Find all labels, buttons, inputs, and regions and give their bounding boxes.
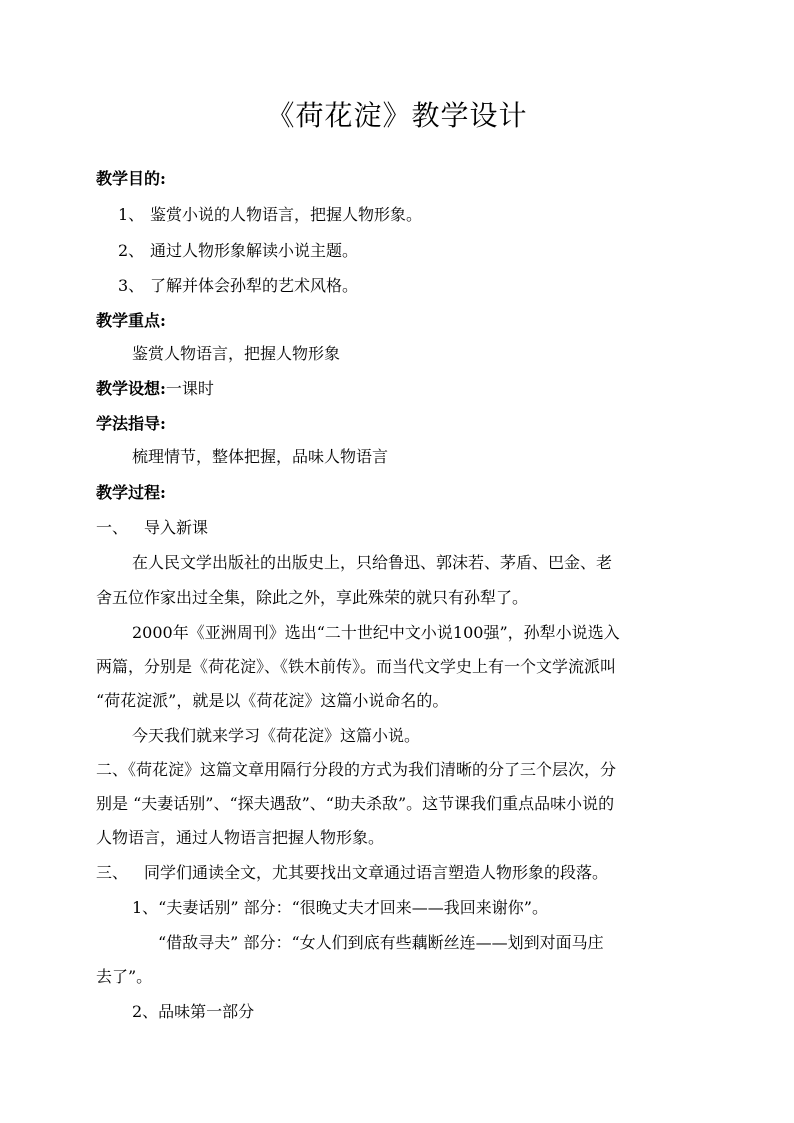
item-1: 1、“夫妻话别” 部分：“很晚丈夫才回来——我回来谢你”。	[132, 898, 548, 917]
section-2-line-1: 二、《荷花淀》这篇文章用隔行分段的方式为我们清晰的分了三个层次，分	[96, 760, 617, 779]
process-heading: 教学过程:	[96, 483, 166, 502]
section-3-number: 三、	[96, 863, 129, 882]
plan-text: 一课时	[165, 379, 214, 398]
paragraph-1-line-1: 在人民文学出版社的出版史上，只给鲁迅、郭沫若、茅盾、巴金、老	[132, 553, 613, 572]
document-title: 《荷花淀》教学设计	[266, 99, 528, 132]
paragraph-2-line-2: 两篇，分别是《荷花淀》、《铁木前传》。而当代文学史上有一个文学流派叫	[96, 657, 617, 676]
item-1b-line-1: “借敌寻夫” 部分：“女人们到底有些藕断丝连——划到对面马庄	[158, 933, 604, 952]
goal-item-3	[118, 274, 358, 298]
plan-heading: 教学设想:	[96, 379, 166, 398]
section-3-heading	[96, 861, 608, 885]
goal-item-2	[118, 239, 358, 263]
section-3-text: 同学们通读全文，尤其要找出文章通过语言塑造人物形象的段落。	[144, 863, 609, 882]
goals-heading: 教学目的:	[96, 169, 166, 188]
item-1b-line-2: 去了”。	[96, 967, 153, 986]
focus-text: 鉴赏人物语言，把握人物形象	[132, 344, 341, 363]
paragraph-1-line-2: 舍五位作家出过全集，除此之外，享此殊荣的就只有孙犁了。	[96, 588, 529, 607]
paragraph-2-line-3: “荷花淀派”，就是以《荷花淀》这篇小说命名的。	[96, 691, 449, 710]
section-2-line-2: 别是 “夫妻话别”、“探夫遇敌”、“助夫杀敌”。这节课我们重点品味小说的	[96, 794, 615, 813]
goal-3-number: 3、	[118, 276, 145, 295]
goal-2-text: 通过人物形象解读小说主题。	[150, 241, 359, 260]
section-1-heading	[96, 516, 208, 540]
method-heading: 学法指导:	[96, 414, 166, 433]
goal-item-1	[118, 203, 422, 227]
section-2-line-3: 人物语言，通过人物语言把握人物形象。	[96, 828, 385, 847]
section-1-title: 导入新课	[144, 518, 209, 537]
section-1-number: 一、	[96, 518, 129, 537]
focus-heading: 教学重点:	[96, 311, 166, 330]
paragraph-2-line-1: 2000年《亚洲周刊》选出“二十世纪中文小说100强”，孙犁小说选入	[132, 623, 620, 642]
plan-line	[96, 377, 214, 401]
method-text: 梳理情节，整体把握，品味人物语言	[132, 447, 389, 466]
goal-2-number: 2、	[118, 241, 145, 260]
goal-1-text: 鉴赏小说的人物语言，把握人物形象。	[150, 205, 423, 224]
paragraph-3: 今天我们就来学习《荷花淀》这篇小说。	[132, 726, 421, 745]
item-2: 2、品味第一部分	[132, 1002, 255, 1021]
goal-1-number: 1、	[118, 205, 145, 224]
goal-3-text: 了解并体会孙犁的艺术风格。	[150, 276, 359, 295]
